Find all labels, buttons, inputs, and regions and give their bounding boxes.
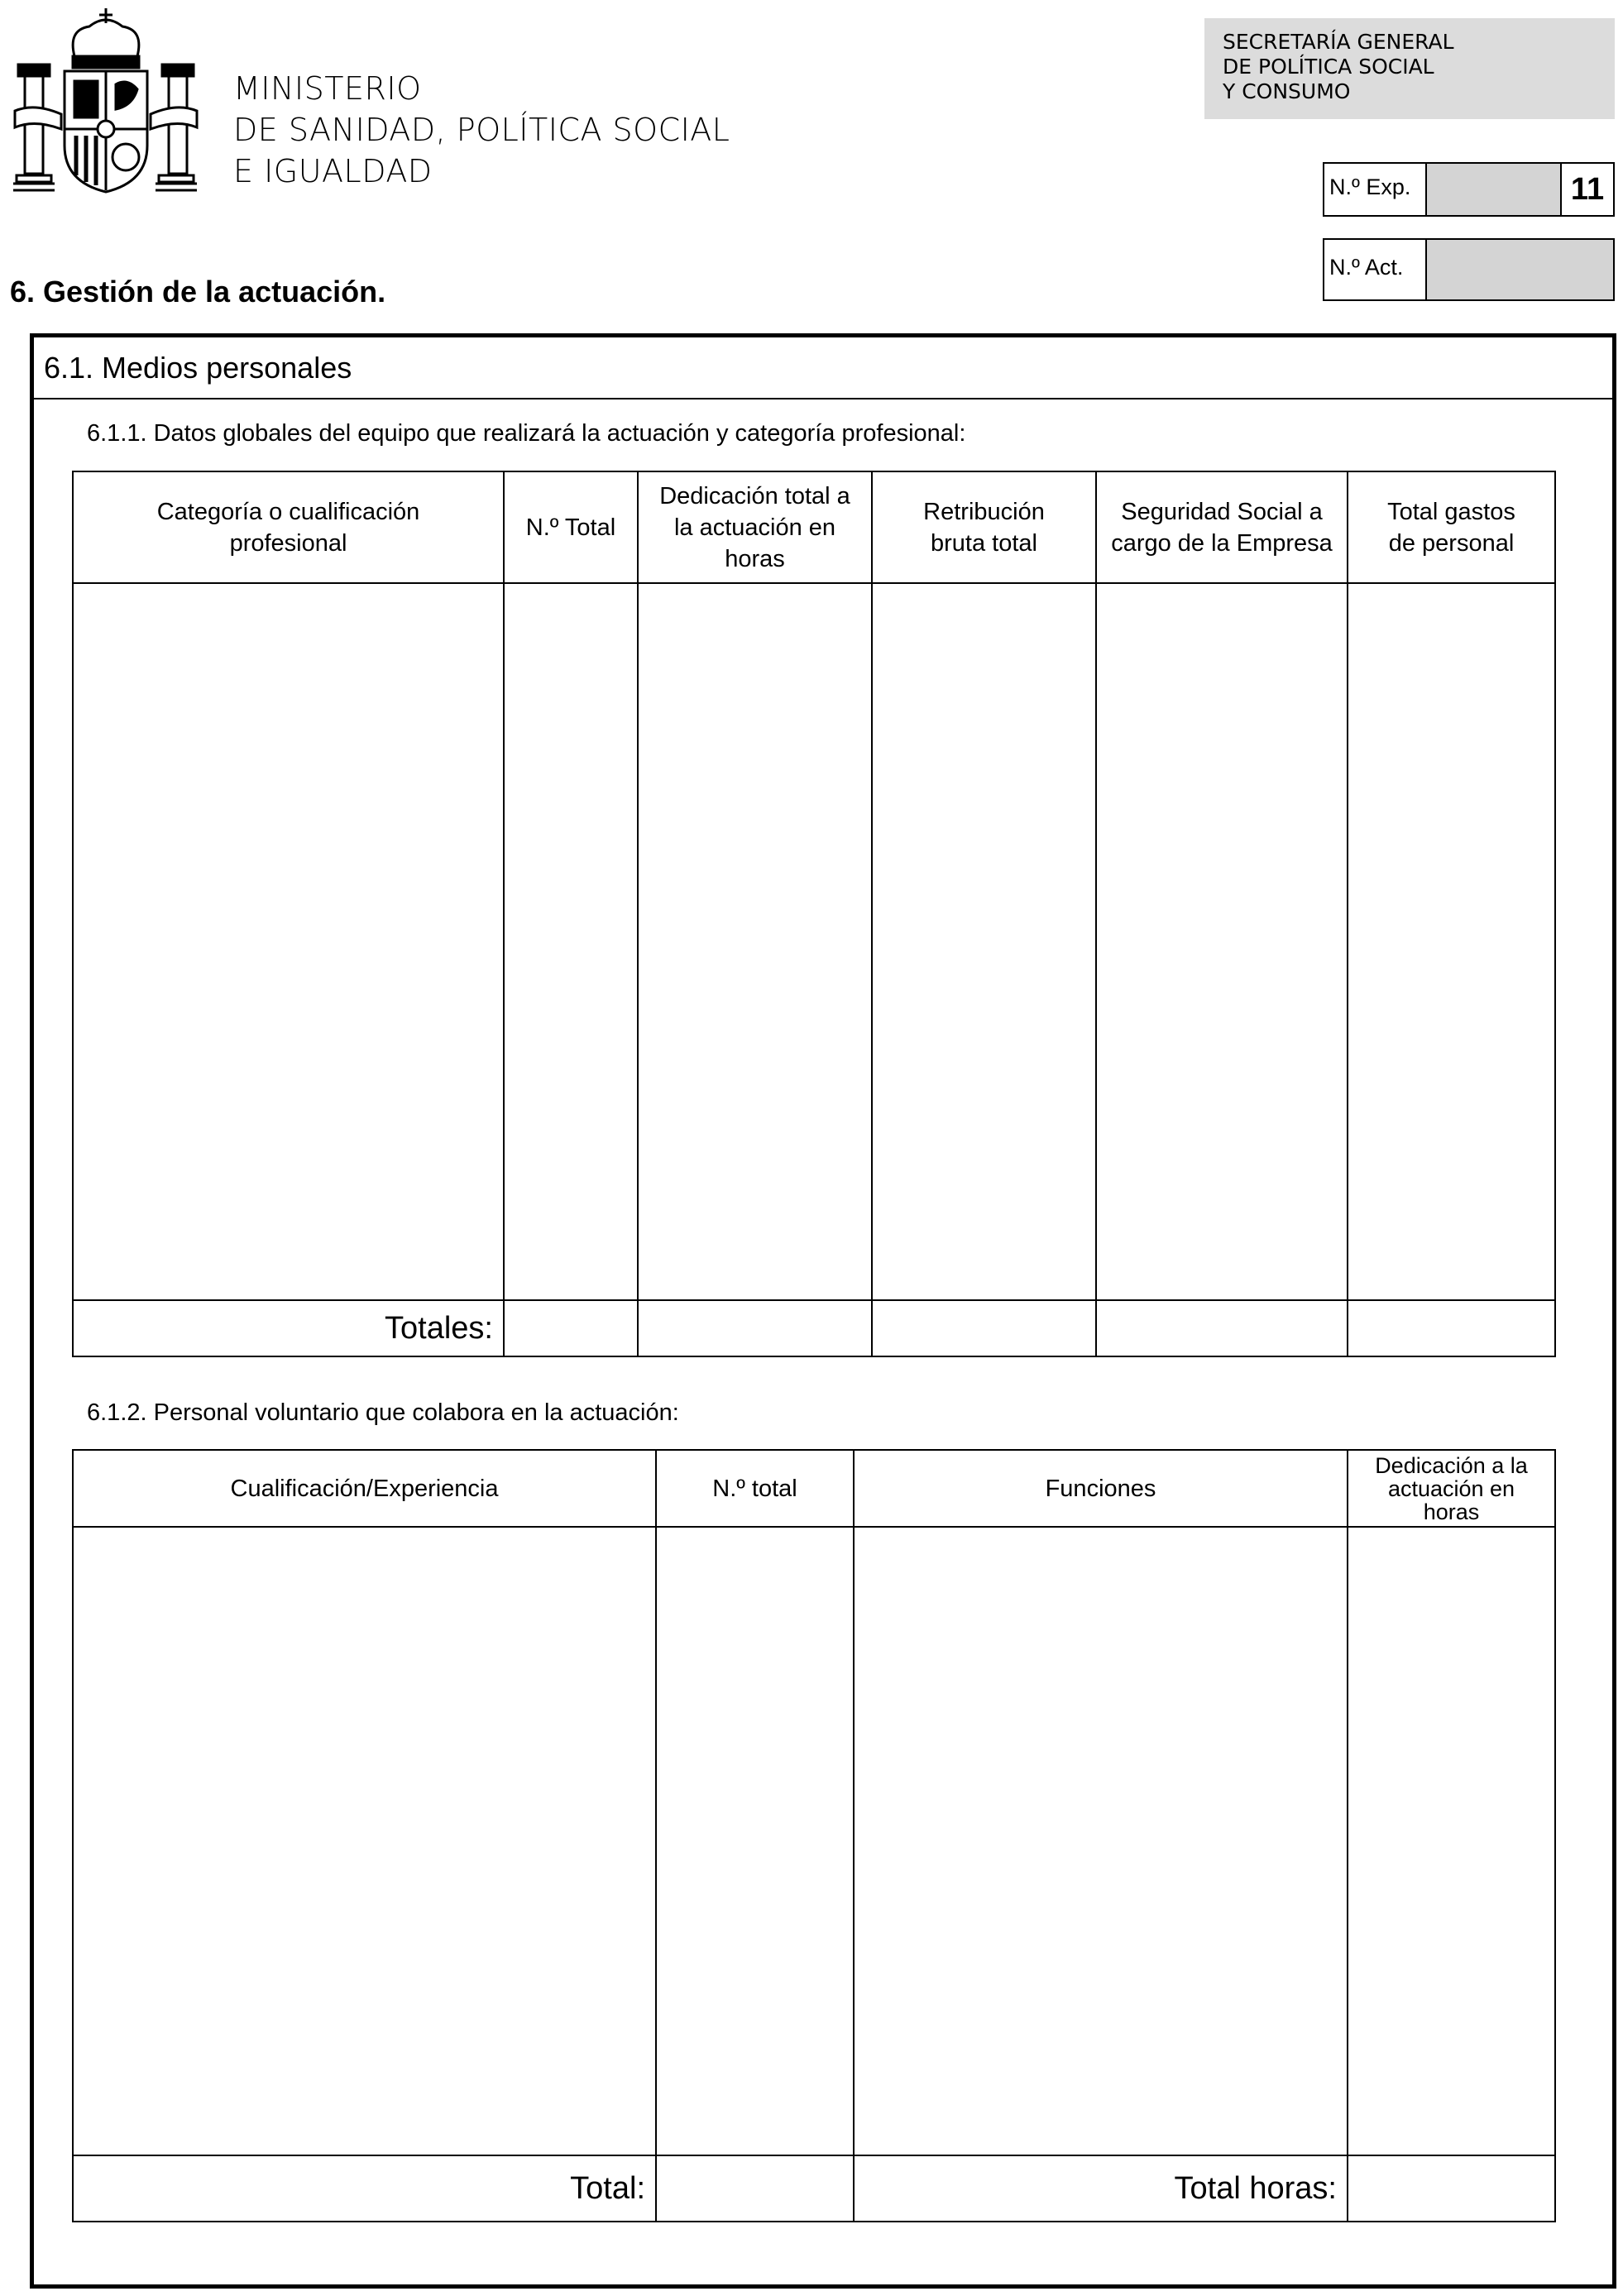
total-horas-field[interactable] [1348, 2155, 1555, 2222]
coat-of-arms-emblem [10, 5, 202, 202]
header-dedicacion: Dedicación a la actuación en horas [1348, 1450, 1555, 1527]
table-header-row [73, 471, 1555, 583]
cell-numero-total[interactable] [504, 583, 638, 1300]
section-title: 6. Gestión de la actuación. [10, 275, 386, 309]
datos-globales-caption: 6.1.1. Datos globales del equipo que realizará la actuación y categoría profesional: [87, 420, 966, 447]
cell-seguridad-social[interactable] [1096, 583, 1348, 1300]
cell-cualificacion[interactable] [73, 1527, 656, 2155]
medios-personales-panel [30, 333, 1616, 2289]
secretaria-line-1: SECRETARÍA GENERAL [1223, 30, 1454, 54]
secretaria-line-2: DE POLÍTICA SOCIAL [1223, 55, 1434, 79]
secretaria-line-3: Y CONSUMO [1223, 79, 1351, 103]
total-row [73, 2155, 1555, 2222]
voluntario-table [72, 1449, 1556, 2222]
act-number-box [1323, 238, 1615, 301]
header-categoria: Categoría o cualificación profesional [73, 471, 504, 583]
total-gastos-field[interactable] [1348, 1300, 1555, 1356]
total-retribucion-field[interactable] [872, 1300, 1096, 1356]
datos-globales-table [72, 471, 1556, 1357]
cell-dedicacion[interactable] [638, 583, 872, 1300]
table-body-row [73, 1527, 1555, 2155]
ministry-line-1: MINISTERIO [233, 70, 422, 107]
act-number-field[interactable] [1427, 240, 1613, 299]
cell-funciones[interactable] [854, 1527, 1348, 2155]
exp-label: N.º Exp. [1324, 164, 1427, 215]
header-numero-total: N.º total [656, 1450, 854, 1527]
cell-dedicacion[interactable] [1348, 1527, 1555, 2155]
cell-total-gastos[interactable] [1348, 583, 1555, 1300]
total-label: Total: [73, 2155, 656, 2222]
act-label: N.º Act. [1324, 240, 1427, 299]
header-funciones: Funciones [854, 1450, 1348, 1527]
header-seguridad-social: Seguridad Social a cargo de la Empresa [1096, 471, 1348, 583]
header-cualificacion: Cualificación/Experiencia [73, 1450, 656, 1527]
table-header-row [73, 1450, 1555, 1527]
header-dedicacion: Dedicación total a la actuación en horas [638, 471, 872, 583]
total-numero-field[interactable] [656, 2155, 854, 2222]
total-horas-label: Total horas: [854, 2155, 1348, 2222]
total-seguridad-field[interactable] [1096, 1300, 1348, 1356]
total-dedicacion-field[interactable] [638, 1300, 872, 1356]
exp-number-field[interactable] [1427, 164, 1560, 215]
totales-label: Totales: [73, 1300, 504, 1356]
exp-number-box [1323, 162, 1615, 217]
ministry-name [233, 68, 730, 192]
voluntario-caption: 6.1.2. Personal voluntario que colabora en la actuación: [87, 1399, 679, 1426]
medios-personales-title: 6.1. Medios personales [34, 337, 1612, 399]
ministry-line-3: E IGUALDAD [233, 153, 433, 189]
secretaria-box [1204, 18, 1615, 119]
cell-retribucion[interactable] [872, 583, 1096, 1300]
totales-row [73, 1300, 1555, 1356]
page-number: 11 [1560, 164, 1613, 215]
header-retribucion: Retribución bruta total [872, 471, 1096, 583]
cell-categoria[interactable] [73, 583, 504, 1300]
cell-numero-total[interactable] [656, 1527, 854, 2155]
header-numero-total: N.º Total [504, 471, 638, 583]
header-total-gastos: Total gastos de personal [1348, 471, 1555, 583]
ministry-line-2: DE SANIDAD, POLÍTICA SOCIAL [233, 112, 730, 148]
table-body-row [73, 583, 1555, 1300]
total-numero-field[interactable] [504, 1300, 638, 1356]
